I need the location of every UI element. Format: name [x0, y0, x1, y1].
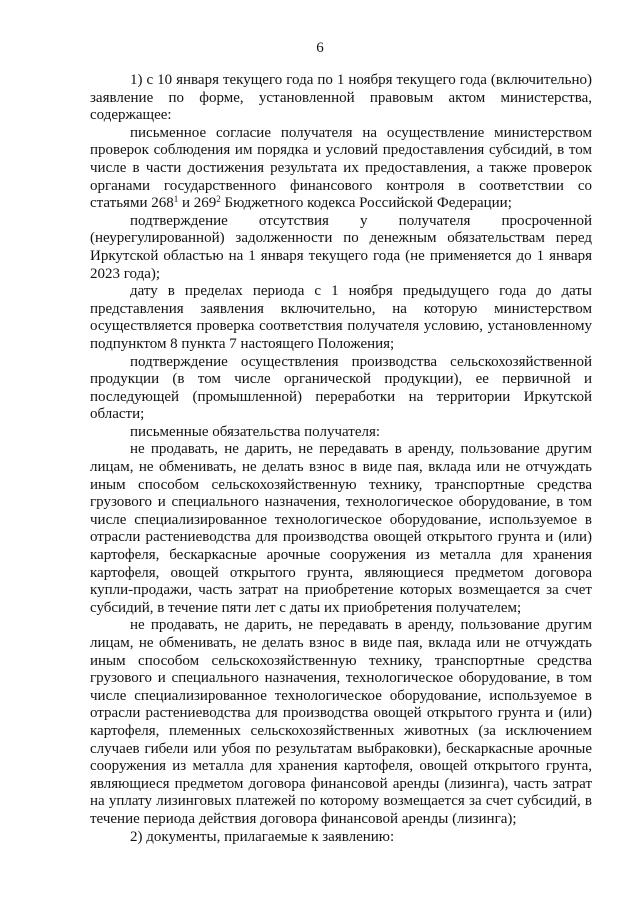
- paragraph-obligation-purchase: не продавать, не дарить, не передавать в аренду, пользование другим лицам, не обменивать, не делать взнос в виде пая, вклада или не отчуждать иным способом сельскохозяйственную технику, транспортные средства грузового и специального назначения, технологическое оборудование, в том числе специализированное технологическое оборудование, используемое в отрасли растениеводства для производства овощей открытого грунта и (или) картофеля, бескаркасные арочные сооружения из металла для хранения картофеля, овощей открытого грунта, являющиеся предметом договора купли-продажи, часть затрат на приобретение которых возмещается за счет субсидий, в течение пяти лет с даты их приобретения получателем;: [90, 441, 592, 616]
- document-body: [90, 72, 592, 846]
- paragraph-no-debt: подтверждение отсутствия у получателя просроченной (неурегулированной) задолженности по денежным обязательствам перед Иркутской областью на 1 января текущего года (не применяется до 1 января 2023 года);: [90, 212, 592, 282]
- paragraph-obligations-heading: письменные обязательства получателя:: [130, 423, 381, 440]
- paragraph-attached-documents: 2) документы, прилагаемые к заявлению:: [130, 828, 395, 845]
- paragraph-obligation-leasing: не продавать, не дарить, не передавать в аренду, пользование другим лицам, не обменивать, не делать взнос в виде пая, вклада или не отчуждать иным способом сельскохозяйственную технику, транспортные средства грузового и специального назначения, технологическое оборудование, в том числе специализированное технологическое оборудование, используемое в отрасли растениеводства для производства овощей открытого грунта и (или) картофеля, племенных сельскохозяйственных животных (за исключением случаев гибели или убоя по результатам выбраковки), бескаркасные арочные сооружения из металла для хранения картофеля, овощей открытого грунта, являющиеся предметом договора финансовой аренды (лизинга), часть затрат на уплату лизинговых платежей по которому возмещается за счет субсидий, в течение периода действия договора финансовой аренды (лизинга);: [90, 617, 592, 827]
- paragraph-consent-checks: письменное согласие получателя на осуществление министерством проверок соблюдения им порядка и условий предоставления субсидий, в том числе в части достижения результата их предоставления, а также проверок органами государственного финансового контроля в соответствии со статьями $268^1$ и $269^2$ Бюджетного кодекса Российской Федерации;: [90, 124, 592, 212]
- superscript-index: 2: [216, 194, 221, 205]
- paragraph-application: 1) с 10 января текущего года по 1 ноября текущего года (включительно) заявление по форме, установленной правовым актом министерства, содержащее:: [90, 72, 592, 124]
- superscript-index: 1: [173, 194, 179, 205]
- page-number: 6: [316, 40, 324, 56]
- paragraph-check-date: дату в пределах периода с 1 ноября предыдущего года до даты представления заявления включительно, на которую министерством осуществляется проверка соответствия получателя условию, установленному подпунктом 8 пункта 7 настоящего Положения;: [90, 283, 592, 352]
- paragraph-production-confirmation: подтверждение осуществления производства сельскохозяйственной продукции (в том числе органической продукции), ее первичной и последующей (промышленной) переработки на территории Иркутской области;: [90, 353, 592, 423]
